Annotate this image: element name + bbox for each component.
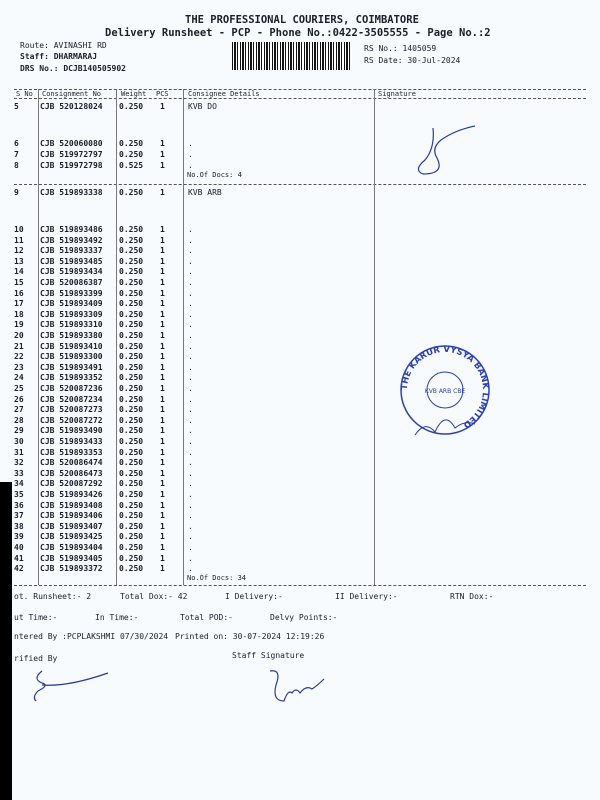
serial-number: 41 — [14, 553, 24, 563]
consignment-number: CJB 520086387 — [40, 278, 103, 287]
weight: 0.250 — [119, 468, 144, 478]
serial-number: 11 — [14, 235, 24, 245]
consignment-number: CJB 519893492 — [40, 235, 103, 245]
weight: 0.250 — [119, 437, 144, 446]
weight: 0.250 — [119, 543, 144, 552]
consignee-details: . — [188, 511, 193, 521]
serial-number: 19 — [14, 320, 24, 330]
consignment-number: CJB 519893491 — [40, 362, 103, 372]
consignment-number: CJB 519893300 — [40, 352, 103, 362]
serial-number: 26 — [14, 394, 24, 404]
table-row — [0, 257, 380, 267]
consignment-number: CJB 519893337 — [40, 246, 103, 256]
consignment-number: CJB 519893399 — [40, 288, 103, 298]
consignment-number: CJB 520086473 — [40, 468, 103, 478]
consignment-number: CJB 520087234 — [40, 394, 103, 404]
table-row — [0, 564, 380, 574]
pieces: 1 — [160, 225, 165, 234]
table-row — [0, 320, 380, 330]
table-row — [0, 188, 380, 198]
weight: 0.250 — [119, 511, 144, 521]
consignment-number: CJB 519893490 — [40, 426, 103, 436]
consignment-number: CJB 519893425 — [40, 532, 103, 542]
pieces: 1 — [160, 150, 165, 159]
consignment-number: CJB 520128024 — [40, 102, 103, 111]
serial-number: 28 — [14, 415, 24, 425]
serial-number: 18 — [14, 309, 24, 319]
serial-number: 22 — [14, 352, 24, 362]
weight: 0.250 — [119, 490, 144, 499]
consignee-details: . — [188, 553, 193, 563]
pieces: 1 — [160, 543, 165, 552]
table-row — [0, 373, 380, 383]
pieces: 1 — [160, 479, 165, 489]
weight: 0.250 — [119, 532, 144, 542]
pieces: 1 — [160, 500, 165, 510]
consignee-details: . — [188, 479, 193, 489]
consignee-details: . — [188, 500, 193, 510]
consignment-number: CJB 519893485 — [40, 256, 103, 266]
weight: 0.250 — [119, 447, 144, 457]
pieces: 1 — [160, 278, 165, 287]
consignee-details: . — [188, 394, 193, 404]
rs-date: RS Date: 30-Jul-2024 — [364, 56, 461, 65]
serial-number: 6 — [14, 139, 19, 148]
weight: 0.250 — [119, 521, 144, 531]
serial-number: 40 — [14, 543, 24, 552]
pieces: 1 — [160, 426, 165, 436]
weight: 0.250 — [119, 299, 144, 309]
table-row — [0, 448, 380, 458]
table-row — [0, 102, 380, 112]
consignee-details: . — [188, 521, 193, 531]
consignee-details: . — [188, 288, 193, 298]
serial-number: 42 — [14, 564, 24, 574]
weight: 0.250 — [119, 426, 144, 436]
col-weight: Weight — [121, 90, 147, 98]
pieces: 1 — [160, 235, 165, 245]
tot-runsheet: ot. Runsheet:- 2 — [14, 592, 92, 601]
stamp-outer-text: THE KARUR VYSYA BANK LIMITED — [399, 344, 491, 430]
table-row — [0, 363, 380, 373]
weight: 0.250 — [119, 479, 144, 489]
consignee-details: . — [188, 564, 193, 574]
consignee-details: . — [188, 468, 193, 478]
serial-number: 5 — [14, 102, 19, 111]
pieces: 1 — [160, 320, 165, 330]
serial-number: 8 — [14, 161, 19, 170]
serial-number: 13 — [14, 256, 24, 266]
consignment-number: CJB 519893406 — [40, 511, 103, 521]
pieces: 1 — [160, 405, 165, 415]
table-row — [0, 395, 380, 405]
consignment-number: CJB 520087292 — [40, 479, 103, 489]
weight: 0.250 — [119, 225, 144, 234]
consignment-number: CJB 519972798 — [40, 161, 103, 170]
consignee-details: . — [188, 331, 193, 340]
company-title: THE PROFESSIONAL COURIERS, COIMBATORE — [185, 14, 419, 26]
docs-count: No.Of Docs: 34 — [187, 574, 247, 583]
consignee-details: . — [188, 150, 193, 159]
weight: 0.250 — [119, 288, 144, 298]
consignee-details: . — [188, 341, 193, 351]
consignment-number: CJB 519893352 — [40, 373, 103, 383]
pieces: 1 — [160, 384, 165, 393]
weight: 0.250 — [119, 188, 144, 197]
consignee-details: . — [188, 426, 193, 436]
stamp-inner-text: KVB ARB CBE — [424, 388, 466, 395]
table-row — [0, 267, 380, 277]
consignment-number: CJB 520086474 — [40, 458, 103, 468]
pieces: 1 — [160, 102, 165, 111]
pieces: 1 — [160, 521, 165, 531]
consignment-number: CJB 519893310 — [40, 320, 103, 330]
consignment-number: CJB 519893434 — [40, 267, 103, 277]
consignee-details: . — [188, 532, 193, 542]
weight: 0.525 — [119, 161, 144, 170]
consignment-number: CJB 519893309 — [40, 309, 103, 319]
weight: 0.250 — [119, 246, 144, 256]
table-row — [0, 437, 380, 447]
route: Route: AVINASHI RD — [20, 41, 107, 50]
consignment-number: CJB 519893426 — [40, 490, 103, 499]
table-row — [0, 225, 380, 235]
weight: 0.250 — [119, 139, 144, 148]
pieces: 1 — [160, 564, 165, 574]
table-row — [0, 310, 380, 320]
weight: 0.250 — [119, 564, 144, 574]
table-row — [0, 416, 380, 426]
pieces: 1 — [160, 267, 165, 277]
consignee-details: . — [188, 246, 193, 256]
consignee-details: . — [188, 447, 193, 457]
consignee-details: . — [188, 543, 193, 552]
pieces: 1 — [160, 447, 165, 457]
serial-number: 25 — [14, 384, 24, 393]
consignment-number: CJB 519893486 — [40, 225, 103, 234]
pieces: 1 — [160, 341, 165, 351]
table-row — [0, 246, 380, 256]
consignee-details: . — [188, 320, 193, 330]
total-pod: Total POD:- — [180, 613, 233, 622]
consignee-details: . — [188, 267, 193, 277]
consignment-number: CJB 519893433 — [40, 437, 103, 446]
serial-number: 39 — [14, 532, 24, 542]
consignment-number: CJB 519893380 — [40, 331, 103, 340]
consignment-number: CJB 519893338 — [40, 188, 103, 197]
weight: 0.250 — [119, 102, 144, 111]
pieces: 1 — [160, 490, 165, 499]
table-row — [0, 490, 380, 500]
weight: 0.250 — [119, 235, 144, 245]
table-row — [0, 236, 380, 246]
consignment-number: CJB 519893353 — [40, 447, 103, 457]
serial-number: 20 — [14, 331, 24, 340]
table-row — [0, 299, 380, 309]
scan-edge — [0, 482, 12, 800]
pieces: 1 — [160, 394, 165, 404]
weight: 0.250 — [119, 553, 144, 563]
pieces: 1 — [160, 352, 165, 362]
i-delivery: I Delivery:- — [225, 592, 283, 601]
serial-number: 32 — [14, 458, 24, 468]
staff-signature — [262, 665, 342, 710]
rs-number: RS No.: 1405059 — [364, 44, 437, 53]
consignee-details: . — [188, 458, 193, 468]
consignee-details: . — [188, 405, 193, 415]
consignee-details: . — [188, 415, 193, 425]
table-row — [0, 161, 380, 171]
bank-stamp — [395, 340, 495, 440]
table-row — [0, 469, 380, 479]
table-row — [0, 522, 380, 532]
serial-number: 12 — [14, 246, 24, 256]
weight: 0.250 — [119, 394, 144, 404]
table-row — [0, 289, 380, 299]
consignee-details: . — [188, 384, 193, 393]
pieces: 1 — [160, 415, 165, 425]
runsheet-subtitle: Delivery Runsheet - PCP - Phone No.:0422-3505555 - Page No.:2 — [105, 27, 491, 39]
total-dox: Total Dox:- 42 — [120, 592, 188, 601]
consignee-details: . — [188, 235, 193, 245]
verifier-signature — [28, 665, 118, 705]
table-row — [0, 405, 380, 415]
weight: 0.250 — [119, 320, 144, 330]
weight: 0.250 — [119, 267, 144, 277]
serial-number: 15 — [14, 278, 24, 287]
consignee-details: . — [188, 225, 193, 234]
serial-number: 9 — [14, 188, 19, 197]
col-consignment: Consignment No — [42, 90, 102, 98]
table-row — [0, 532, 380, 542]
consignee-details: . — [188, 352, 193, 362]
weight: 0.250 — [119, 384, 144, 393]
consignee-details: . — [188, 437, 193, 446]
pieces: 1 — [160, 437, 165, 446]
table-row — [0, 331, 380, 341]
verified-by: rified By — [14, 654, 58, 663]
serial-number: 33 — [14, 468, 24, 478]
pieces: 1 — [160, 139, 165, 148]
weight: 0.250 — [119, 278, 144, 287]
serial-number: 35 — [14, 490, 24, 499]
consignment-number: CJB 520087273 — [40, 405, 103, 415]
table-row — [0, 458, 380, 468]
consignee-details: . — [188, 299, 193, 309]
printed-on: Printed on: 30-07-2024 12:19:26 — [175, 632, 325, 641]
consignment-number: CJB 520087236 — [40, 384, 103, 393]
table-row — [0, 426, 380, 436]
drs-number: DRS No.: DCJB140505902 — [20, 64, 126, 73]
consignee-details: . — [188, 309, 193, 319]
weight: 0.250 — [119, 256, 144, 266]
consignment-number: CJB 520087272 — [40, 415, 103, 425]
table-row — [0, 278, 380, 288]
consignment-number: CJB 519893372 — [40, 564, 103, 574]
weight: 0.250 — [119, 373, 144, 383]
weight: 0.250 — [119, 500, 144, 510]
staff-signature-label: Staff Signature — [232, 651, 305, 660]
consignee-details: . — [188, 373, 193, 383]
serial-number: 17 — [14, 299, 24, 309]
pieces: 1 — [160, 468, 165, 478]
weight: 0.250 — [119, 309, 144, 319]
pieces: 1 — [160, 532, 165, 542]
consignee-name: KVB ARB — [188, 188, 222, 197]
weight: 0.250 — [119, 415, 144, 425]
entered-by: ntered By :PCPLAKSHMI 07/30/2024 — [14, 632, 169, 641]
serial-number: 29 — [14, 426, 24, 436]
serial-number: 27 — [14, 405, 24, 415]
serial-number: 38 — [14, 521, 24, 531]
weight: 0.250 — [119, 352, 144, 362]
pieces: 1 — [160, 511, 165, 521]
table-row — [0, 352, 380, 362]
table-row — [0, 342, 380, 352]
serial-number: 30 — [14, 437, 24, 446]
weight: 0.250 — [119, 341, 144, 351]
table-row — [0, 501, 380, 511]
serial-number: 36 — [14, 500, 24, 510]
in-time: In Time:- — [95, 613, 139, 622]
serial-number: 10 — [14, 225, 24, 234]
serial-number: 37 — [14, 511, 24, 521]
table-row — [0, 139, 380, 149]
col-sno: S No — [16, 90, 33, 98]
consignment-number: CJB 519893408 — [40, 500, 103, 510]
delivery-points: Delvy Points:- — [270, 613, 338, 622]
consignment-number: CJB 519893405 — [40, 553, 103, 563]
weight: 0.250 — [119, 405, 144, 415]
pieces: 1 — [160, 458, 165, 468]
consignee-details: . — [188, 490, 193, 499]
consignment-number: CJB 519893404 — [40, 543, 103, 552]
staff: Staff: DHARMARAJ — [20, 52, 98, 61]
consignment-number: CJB 520060080 — [40, 139, 103, 148]
weight: 0.250 — [119, 150, 144, 159]
pieces: 1 — [160, 309, 165, 319]
serial-number: 34 — [14, 479, 24, 489]
barcode — [232, 42, 350, 70]
table-row — [0, 543, 380, 553]
table-row — [0, 384, 380, 394]
docs-count: No.Of Docs: 4 — [187, 171, 242, 179]
consignee-details: . — [188, 139, 193, 148]
pieces: 1 — [160, 362, 165, 372]
serial-number: 24 — [14, 373, 24, 383]
col-pcs: PCS — [156, 90, 169, 98]
pieces: 1 — [160, 331, 165, 340]
pieces: 1 — [160, 288, 165, 298]
pieces: 1 — [160, 161, 165, 170]
pieces: 1 — [160, 246, 165, 256]
consignee-details: . — [188, 278, 193, 287]
weight: 0.250 — [119, 331, 144, 340]
ii-delivery: II Delivery:- — [335, 592, 398, 601]
col-consignee: Consignee Details — [188, 90, 260, 98]
table-row — [0, 479, 380, 489]
weight: 0.250 — [119, 458, 144, 468]
consignment-number: CJB 519893407 — [40, 521, 103, 531]
pieces: 1 — [160, 188, 165, 197]
consignment-number: CJB 519893410 — [40, 341, 103, 351]
consignee-details: . — [188, 256, 193, 266]
table-row — [0, 150, 380, 160]
out-time: ut Time:- — [14, 613, 58, 622]
serial-number: 23 — [14, 362, 24, 372]
consignee-name: KVB DO — [188, 102, 217, 111]
serial-number: 7 — [14, 150, 19, 159]
consignment-number: CJB 519972797 — [40, 150, 103, 159]
weight: 0.250 — [119, 362, 144, 372]
col-signature: Signature — [378, 90, 416, 98]
consignee-details: . — [188, 161, 193, 170]
rtn-dox: RTN Dox:- — [450, 592, 494, 601]
serial-number: 16 — [14, 288, 24, 298]
pieces: 1 — [160, 299, 165, 309]
pieces: 1 — [160, 256, 165, 266]
serial-number: 14 — [14, 267, 24, 277]
serial-number: 31 — [14, 447, 24, 457]
consignee-details: . — [188, 362, 193, 372]
receiver-signature-1 — [405, 118, 495, 178]
consignment-number: CJB 519893409 — [40, 299, 103, 309]
pieces: 1 — [160, 373, 165, 383]
serial-number: 21 — [14, 341, 24, 351]
table-row — [0, 554, 380, 564]
pieces: 1 — [160, 553, 165, 563]
table-row — [0, 511, 380, 521]
